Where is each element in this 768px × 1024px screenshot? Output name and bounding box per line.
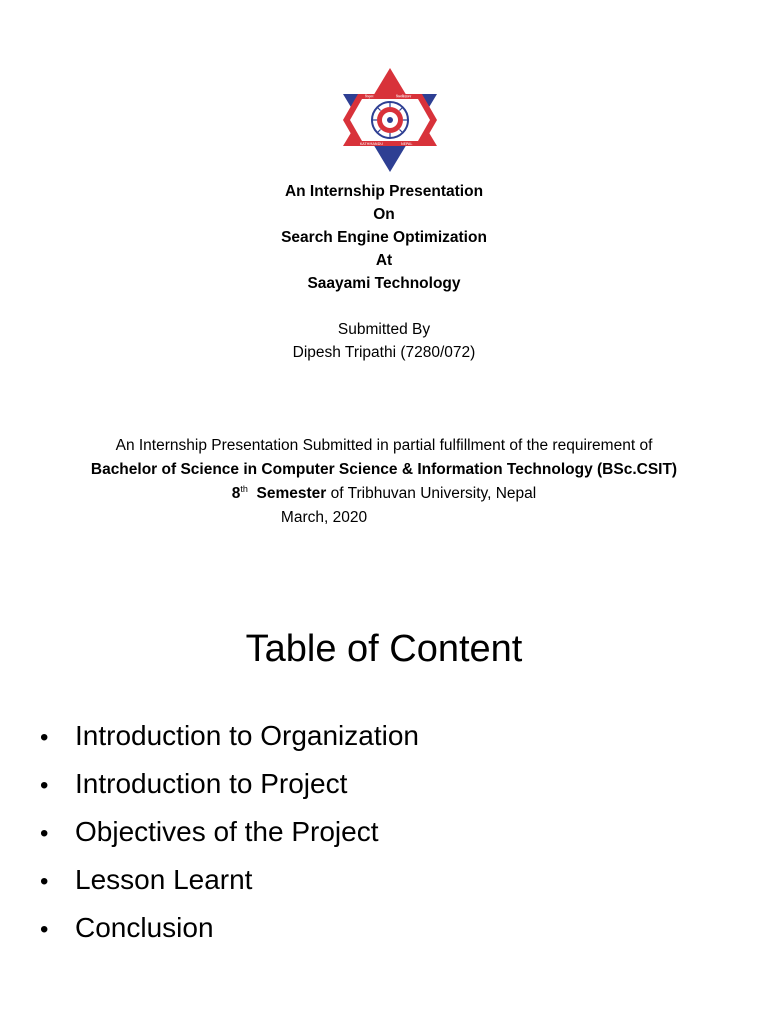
university-name: of Tribhuvan University, Nepal (330, 485, 537, 502)
svg-text:त्रिभुवन: त्रिभुवन (365, 94, 374, 99)
toc-item-label: Conclusion (75, 912, 214, 943)
toc-list (40, 712, 419, 952)
svg-text:KATHMANDU: KATHMANDU (360, 142, 384, 146)
requirement-statement (0, 434, 768, 530)
bullet-icon: • (40, 820, 49, 847)
svg-text:विश्वविद्यालय: विश्वविद्यालय (396, 94, 412, 99)
bullet-icon: • (40, 724, 49, 751)
toc-item-introduction-project (40, 760, 419, 808)
bullet-icon: • (40, 772, 49, 799)
toc-item-objectives (40, 808, 419, 856)
toc-item-conclusion (40, 904, 419, 952)
submission-date: March, 2020 (280, 509, 368, 526)
bullet-icon: • (40, 868, 49, 895)
university-emblem-icon (340, 66, 440, 174)
submitter-name: Dipesh Tripathi (7280/072) (292, 344, 476, 361)
svg-text:NEPAL: NEPAL (401, 142, 413, 146)
semester-suffix: th (240, 483, 248, 494)
toc-item-introduction-organization (40, 712, 419, 760)
toc-title: Table of Content (245, 628, 523, 670)
requirement-line: An Internship Presentation Submitted in partial fulfillment of the requirement of (115, 437, 653, 454)
title-line: Search Engine Optimization (281, 229, 487, 246)
title-line: An Internship Presentation (284, 183, 484, 200)
toc-item-label: Objectives of the Project (75, 816, 379, 847)
title-line: At (375, 252, 393, 269)
presentation-title (0, 180, 768, 364)
semester-label: Semester (256, 485, 327, 502)
title-line: Saayami Technology (307, 275, 461, 292)
semester-number: 8 (231, 485, 241, 502)
toc-item-label: Introduction to Organization (75, 720, 419, 751)
bullet-icon: • (40, 916, 49, 943)
title-line: On (373, 206, 395, 223)
toc-item-lesson-learnt (40, 856, 419, 904)
semester-line (0, 482, 768, 506)
degree-line: Bachelor of Science in Computer Science & Information Technology (BSc.CSIT) (90, 461, 678, 478)
submitted-by-label: Submitted By (337, 321, 431, 338)
toc-item-label: Lesson Learnt (75, 864, 253, 895)
toc-item-label: Introduction to Project (75, 768, 348, 799)
